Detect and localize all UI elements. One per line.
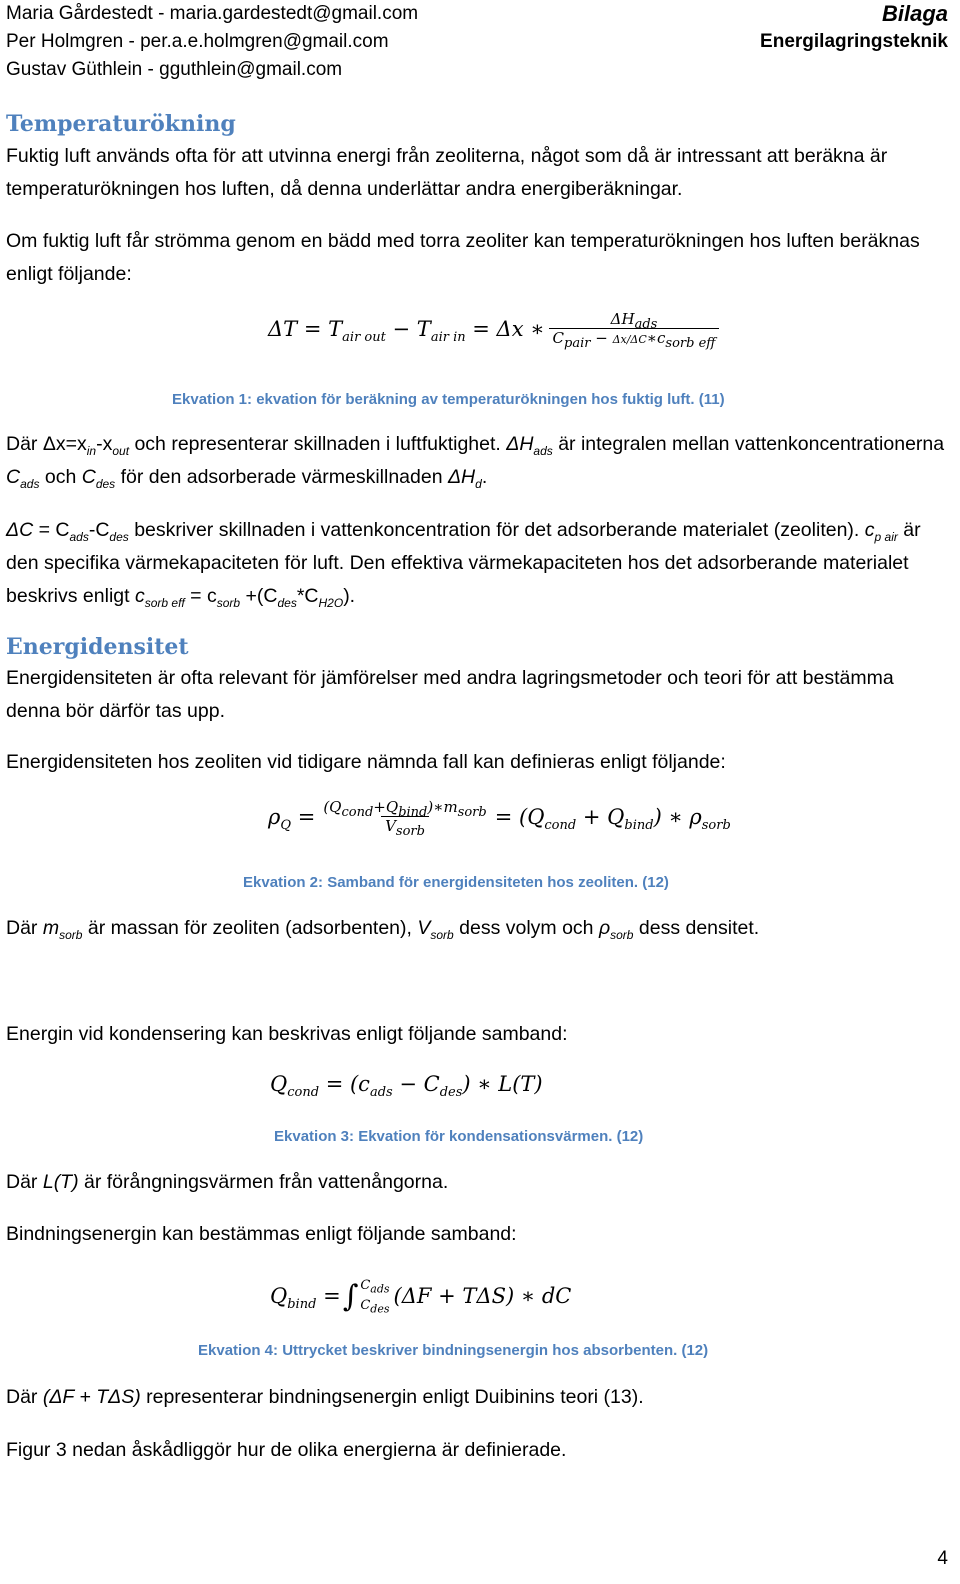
equation-1-caption: Ekvation 1: ekvation för beräkning av temperaturökningen hos fuktig luft. (11) (172, 391, 725, 408)
author-line-2: Per Holmgren - per.a.e.holmgren@gmail.com (6, 31, 389, 52)
section-heading-energidensitet: Energidensitet (6, 634, 189, 660)
paragraph-lt: Där L(T) är förångningsvärmen från vattenångorna. (6, 1171, 449, 1193)
equation-2: $\rho_Q$ = $\frac{(Q_{cond}+Q_{bind})∗m_{sorb}}{V_{sorb}}$ = $(Q_{cond} + Q_{bind})$ ∗ $\rho_{sorb}$ (268, 798, 731, 839)
paragraph-delta-x: Där $\Delta x=x_{in}-x_{out}$ och representerar skillnaden i luftfuktighet. $\Delta H_{ads}$ är integralen mellan vattenkoncentrationerna $C_{ads}$ och $C_{des}$ för den adsorberade värmeskillnaden $\Delta H_d$. (6, 433, 945, 491)
author-line-3: Gustav Güthlein - gguthlein@gmail.com (6, 59, 343, 80)
paragraph: Figur 3 nedan åskådliggör hur de olika energierna är definierade. (6, 1439, 567, 1461)
equation-4: $Q_{bind}$ = ∫ $C_{ads}$ $C_{des}$ (ΔF + TΔS) ∗ dC (270, 1278, 572, 1316)
paragraph-dfts: Där (ΔF + TΔS) representerar bindningsenergin enligt Duibinins teori (13). (6, 1386, 644, 1408)
paragraph: Energin vid kondensering kan beskrivas enligt följande samband: (6, 1023, 568, 1045)
equation-3: $Q_{cond} = (c_{ads} - C_{des})$ ∗ L(T) (270, 1072, 543, 1101)
paragraph-msorb: Där $m_{sorb}$ är massan för zeoliten (adsorbenten), $V_{sorb}$ dess volym och $\rho_{sorb}$ dess densitet. (6, 917, 760, 942)
paragraph: Bindningsenergin kan bestämmas enligt följande samband: (6, 1223, 517, 1245)
equation-2-caption: Ekvation 2: Samband för energidensiteten hos zeoliten. (12) (243, 874, 669, 891)
equation-4-caption: Ekvation 4: Uttrycket beskriver bindningsenergin hos absorbenten. (12) (198, 1342, 709, 1359)
paragraph: Energidensiteten är ofta relevant för jämförelser med andra lagringsmetoder och teori för att bestämma denna bör därför tas upp. (6, 667, 894, 722)
equation-1: $\Delta T = T_{air out} - T_{air in} = \Delta x$ ∗ $\frac{\Delta H_{ads}}{C_{pair} - \Delta x/\Delta C∗c_{sorb eff}}$ (268, 310, 723, 347)
author-line-1: Maria Gårdestedt - maria.gardestedt@gmail.com (6, 3, 419, 24)
header-label: Bilaga (881, 1, 948, 26)
header-subject: Energilagringsteknik (760, 31, 948, 52)
paragraph-delta-c: $\Delta C = C_{ads}-C_{des}$ beskriver skillnaden i vattenkoncentration för det adsorberande materialet (zeoliten). $c_{p air}$ är den specifika värmekapaciteten för luft. Den effektiva värmekapaciteten hos det adsorberande materialet beskrivs enligt $c_{sorb eff} = c_{sorb} +(C_{des}*C_{H2O})$. (6, 519, 921, 610)
paragraph: Fuktig luft används ofta för att utvinna energi från zeoliterna, något som då är intressant att beräkna är temperaturökningen hos luften, då denna underlättar andra energiberäkningar. (6, 145, 888, 200)
paragraph: Om fuktig luft får strömma genom en bädd med torra zeoliter kan temperaturökningen hos luften beräknas enligt följande: (6, 230, 920, 285)
equation-3-caption: Ekvation 3: Ekvation för kondensationsvärmen. (12) (274, 1128, 644, 1145)
section-heading-temperaturokning: Temperaturökning (6, 111, 236, 137)
page-number: 4 (937, 1548, 948, 1569)
paragraph: Energidensiteten hos zeoliten vid tidigare nämnda fall kan definieras enligt följande: (6, 751, 726, 773)
